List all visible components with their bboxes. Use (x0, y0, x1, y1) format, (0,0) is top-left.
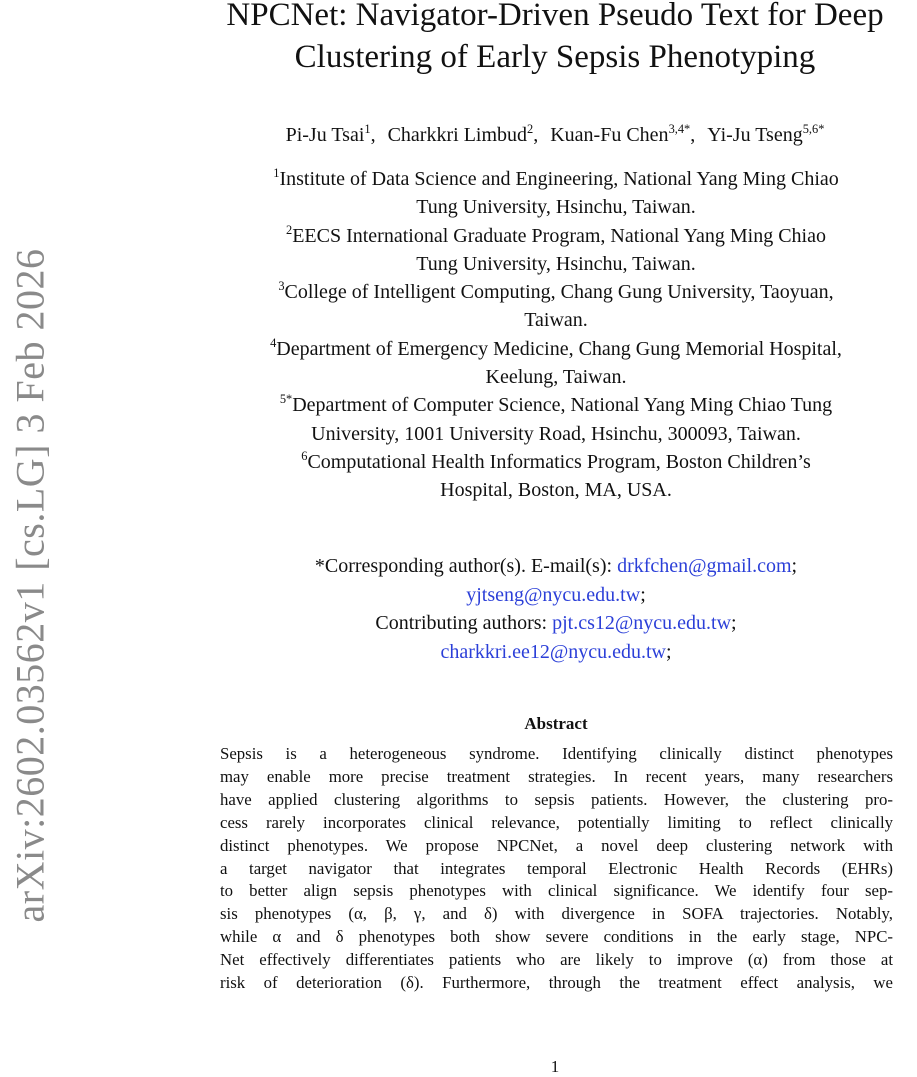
affiliation-line: Tung University, Hsinchu, Taiwan. (416, 196, 696, 219)
corresponding-line (195, 581, 917, 610)
affiliation-mark: 6 (301, 448, 308, 463)
contributing-line (195, 638, 917, 667)
author-name: Pi-Ju Tsai (285, 124, 365, 146)
affiliation-line: Department of Computer Science, National Yang Ming Chiao Tung (292, 394, 833, 417)
paper-title (190, 0, 917, 78)
affiliation-mark: 2 (285, 222, 293, 237)
abstract-line: have applied clustering algorithms to sepsis patients. However, the clustering pro- (220, 789, 893, 809)
affiliation-line: University, 1001 University Road, Hsinchu, 300093, Taiwan. (311, 422, 801, 445)
page-number: 1 (550, 1057, 560, 1076)
abstract-body (220, 743, 893, 995)
abstract-line: Net effectively differentiates patients who are likely to improve (α) from those at (220, 950, 893, 970)
title-line-1: NPCNet: Navigator-Driven Pseudo Text for Deep (226, 0, 884, 33)
arxiv-identifier: arXiv:2602.03562v1 [cs.LG] 3 Feb 2026 (7, 248, 53, 922)
affiliation-list (195, 165, 917, 505)
abstract-line: Sepsis is a heterogeneous syndrome. Identifying clinically distinct phenotypes (220, 744, 893, 763)
author-name: Kuan-Fu Chen (550, 124, 669, 146)
affiliation-line: Computational Health Informatics Program, Boston Children’s (307, 450, 811, 473)
arxiv-identifier-sidebar (0, 220, 60, 950)
separator: ; (731, 612, 737, 634)
affiliation (195, 222, 917, 279)
affiliation-mark: 3 (278, 279, 285, 294)
abstract-line: to better align sepsis phenotypes with clinical significance. We identify four sep- (220, 881, 893, 901)
abstract-line: risk of deterioration (δ). Furthermore, through the treatment effect analysis, we (220, 973, 893, 993)
separator: ; (666, 640, 672, 663)
affiliation (195, 165, 917, 222)
author-list: Pi-Ju Tsai$^1$, Charkkri Limbud$^2$, Kuan-Fu Chen$^{3,4*}$, Yi-Ju Tseng$^{5,6*}$ (285, 121, 825, 146)
affiliation-mark: 5* (279, 392, 293, 407)
author-affiliation-mark: 2 (527, 121, 534, 136)
author-name: Charkkri Limbud (387, 124, 528, 146)
author-affiliation-mark: 1 (364, 121, 371, 136)
affiliation-line: Tung University, Hsinchu, Taiwan. (416, 252, 696, 275)
separator: ; (791, 555, 798, 577)
affiliation-line: EECS International Graduate Program, National Yang Ming Chiao (292, 224, 826, 247)
affiliation-line: Taiwan. (524, 309, 588, 332)
author-name: Yi-Ju Tseng (707, 124, 803, 146)
affiliation-mark: 1 (273, 165, 280, 180)
abstract-line: a target navigator that integrates temporal Electronic Health Records (EHRs) (220, 858, 893, 878)
affiliation (195, 448, 917, 505)
corresponding-line (195, 552, 917, 581)
email-link[interactable]: yjtseng@nycu.edu.tw (466, 583, 641, 606)
abstract-line: may enable more precise treatment strategies. In recent years, many researchers (220, 766, 893, 786)
title-line-2: Clustering of Early Sepsis Phenotyping (294, 39, 816, 75)
abstract-heading: Abstract (524, 714, 588, 733)
author-affiliation-mark: 3,4* (668, 121, 691, 136)
corresponding-label: *Corresponding author(s). E-mail(s): (314, 555, 618, 577)
affiliation (195, 335, 917, 392)
affiliation-line: Department of Emergency Medicine, Chang Gung Memorial Hospital, (276, 337, 842, 360)
affiliation-line: Hospital, Boston, MA, USA. (440, 479, 672, 502)
correspondence-block (195, 552, 917, 666)
contributing-line (195, 609, 917, 638)
affiliation-line: Institute of Data Science and Engineering, National Yang Ming Chiao (279, 168, 839, 190)
abstract-line: distinct phenotypes. We propose NPCNet, a novel deep clustering network with (220, 835, 893, 855)
email-link[interactable]: pjt.cs12@nycu.edu.tw (552, 612, 732, 634)
affiliation (195, 278, 917, 335)
author-affiliation-mark: 5,6* (802, 121, 825, 136)
affiliation-line: College of Intelligent Computing, Chang Gung University, Taoyuan, (284, 281, 834, 304)
email-link[interactable]: drkfchen@gmail.com (617, 555, 792, 577)
abstract-line: cess rarely incorporates clinical relevance, potentially limiting to reflect clinically (220, 812, 893, 832)
affiliation-mark: 4 (270, 335, 277, 350)
affiliation (195, 391, 917, 448)
contributing-label: Contributing authors: (375, 612, 553, 634)
affiliation-line: Keelung, Taiwan. (485, 366, 627, 389)
abstract-line: while α and δ phenotypes both show severe conditions in the early stage, NPC- (220, 927, 893, 947)
email-link[interactable]: charkkri.ee12@nycu.edu.tw (440, 640, 666, 663)
separator: ; (640, 583, 646, 606)
abstract-line: sis phenotypes (α, β, γ, and δ) with divergence in SOFA trajectories. Notably, (220, 904, 893, 924)
